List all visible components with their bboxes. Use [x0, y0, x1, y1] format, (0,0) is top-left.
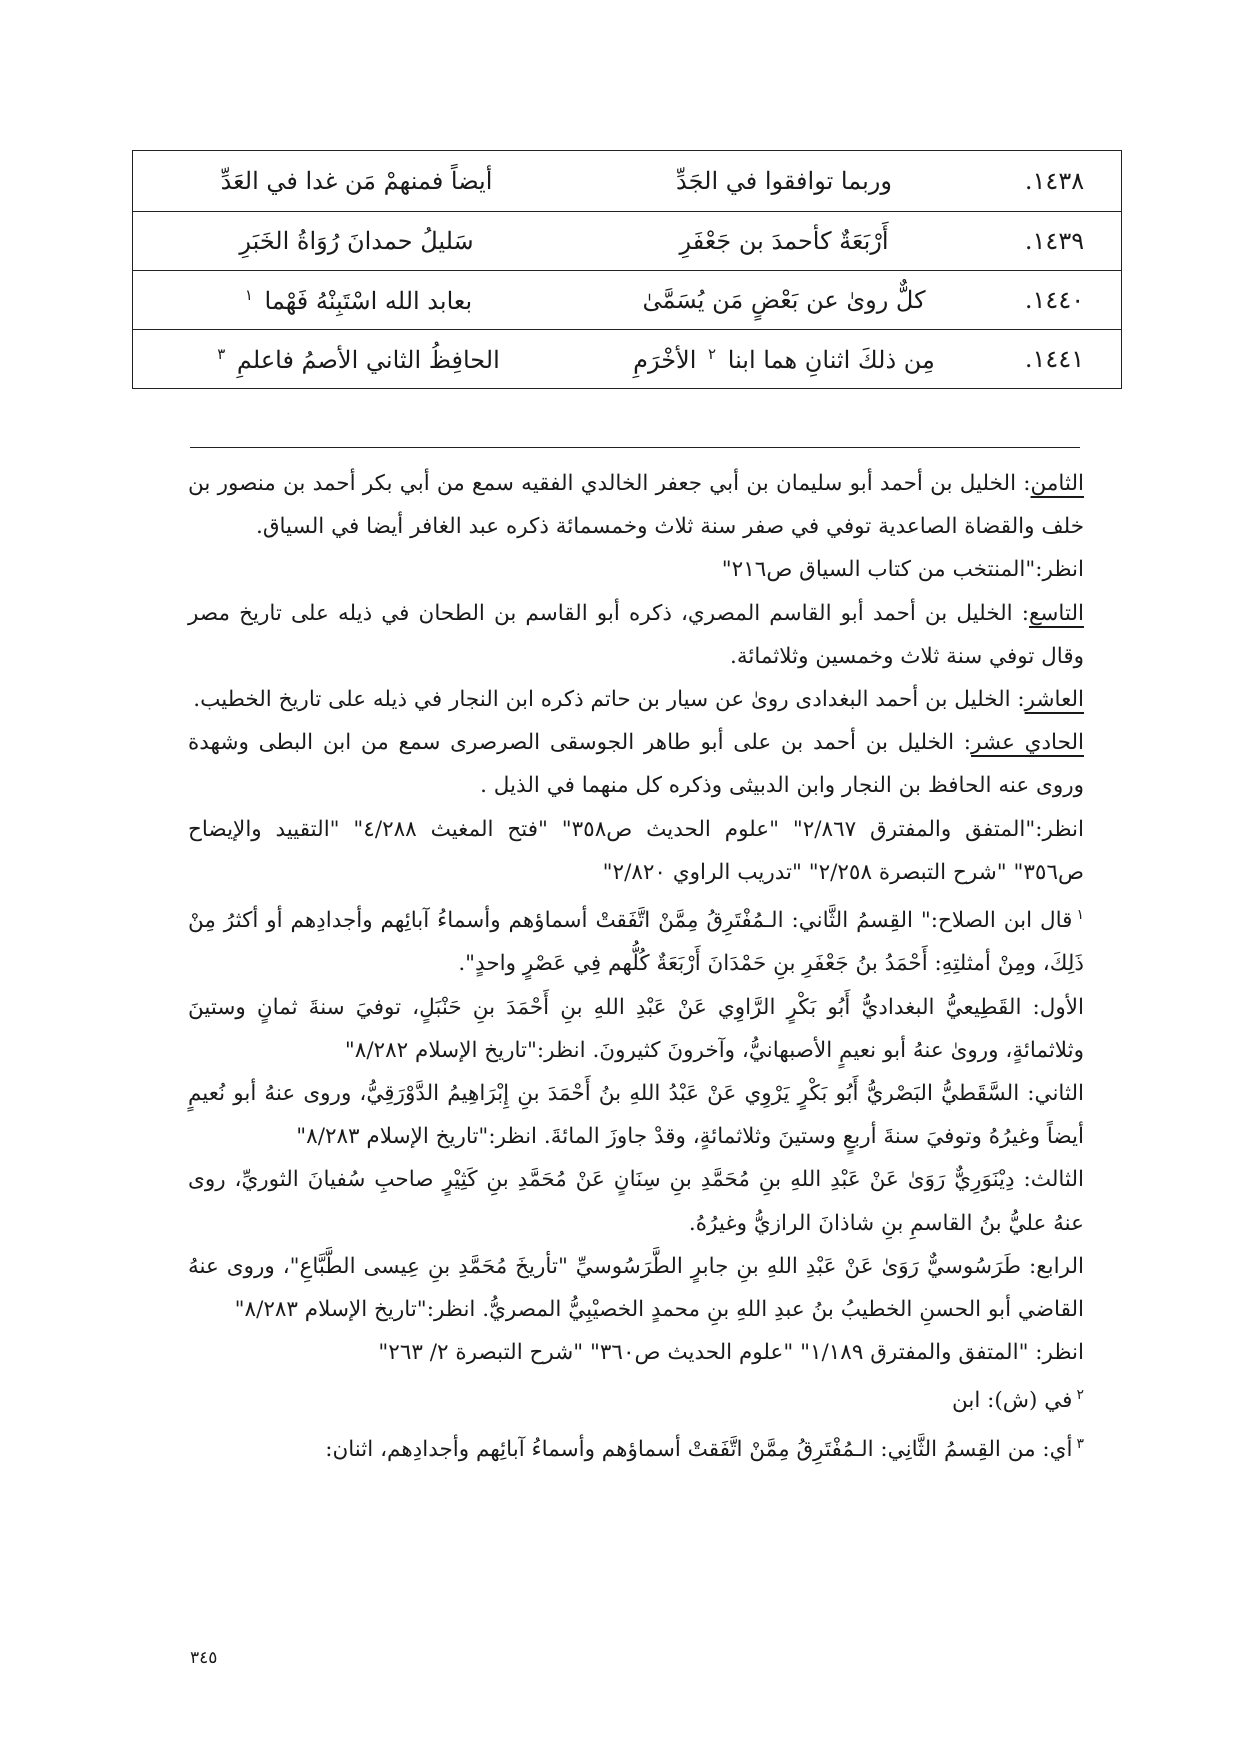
- note-text: : الخليل بن أحمد بن على أبو طاهر الجوسقى الصرصرى سمع من ابن البطى وشهدة وروى عنه الحافظ بن النجار وابن الدبيثى وذكره كل منهما في الذيل .: [188, 730, 1084, 799]
- footnote-reference: ٢: [708, 344, 717, 363]
- footnote-paragraph: الرابع: طَرَسُوسيٌّ رَوَىٰ عَنْ عَبْدِ اللهِ بنِ جابرٍ الطَّرَسُوسيِّ "تأريخَ مُحَمَّدِ بنِ عِيسى الطَّبَّاعِ"، وروى عنهُ القاضي أبو الحسنِ الخطيبُ بنُ عبدِ اللهِ بنِ محمدٍ الخصيْبِيُّ المصريُّ. انظر:"تاريخ الإسلام ٨/٢٨٣": [188, 1253, 1084, 1323]
- footnote-paragraph: الثاني: السَّقَطيُّ البَصْريُّ أَبُو بَكْرٍ يَرْوِي عَنْ عَبْدُ اللهِ بنُ أَحْمَدَ بنِ إِبْرَاهِيمُ الدَّوْرَقِيُّ، وروى عنهُ أبو نُعيمٍ أيضاً وغيرُهُ وتوفيَ سنةَ أربعٍ وستينَ وثلاثمائةٍ، وقدْ جاوزَ المائةَ. انظر:"تاريخ الإسلام ٨/٢٨٣": [188, 1081, 1084, 1150]
- footnote: [188, 894, 1084, 986]
- footnote-reference: ١: [244, 285, 253, 304]
- verse-first-hemistich: أَرْبَعَةٌ كأحمدَ بن جَعْفَرِ: [580, 212, 988, 271]
- note-label: العاشر: [1024, 687, 1084, 713]
- verse-table: [132, 150, 1122, 389]
- verse-first-hemistich: وربما توافقوا في الجَدِّ: [580, 151, 988, 212]
- footnote-reference: انظر: "المتفق والمفترق ١/١٨٩" "علوم الحديث ص٣٦٠" "شرح التبصرة ٢/ ٢٦٣": [378, 1340, 1084, 1366]
- note-label: الثامن: [1030, 471, 1084, 496]
- note-text: : الخليل بن أحمد أبو القاسم المصري، ذكره أبو القاسم بن الطحان في ذيله على تاريخ مصر وقال توفي سنة ثلاث وخمسين وثلاثمائة.: [188, 600, 1084, 669]
- footnote-marker: ١: [1076, 907, 1084, 924]
- verse-first-hemistich: كلٌّ روىٰ عن بَعْضٍ مَن يُسَمَّىٰ: [580, 271, 988, 330]
- note-reference: انظر:"المنتخب من كتاب السياق ص٢١٦": [721, 557, 1084, 583]
- note-label: التاسع: [1028, 600, 1084, 626]
- note-text: : الخليل بن أحمد أبو سليمان بن أبي جعفر الخالدي الفقيه سمع من أبي بكر أحمد بن منصور بن خلف والقضاة الصاعدية توفي في صفر سنة ثلاث وخمسمائة ذكره عبد الغافر أيضا في السياق.: [188, 471, 1084, 540]
- verse-row: [133, 330, 1122, 389]
- footnote-text: في (ش): ابن: [952, 1388, 1073, 1414]
- note-text: : الخليل بن أحمد البغدادى روىٰ عن سيار بن حاتم ذكره ابن النجار في ذيله على تاريخ الخطيب.: [193, 687, 1025, 713]
- note-paragraph: [188, 592, 1084, 678]
- footnote-text: قال ابن الصلاح:" القِسمُ الثَّاني: الـمُفْتَرِقُ مِمَّنْ اتَّفَقتْ أسماؤهم وأسماءُ آبائِهم وأجدادِهم أو أكثرُ مِنْ ذَلِكَ، ومِنْ أمثلتِهِ: أَحْمَدُ بنُ جَعْفَرِ بنِ حَمْدَانَ أَرْبَعَةٌ كُلُّهم فِي عَصْرٍ واحدٍ".: [188, 908, 1084, 977]
- verse-row: [133, 271, 1122, 330]
- footnote-marker: ٢: [1076, 1387, 1084, 1404]
- verse-text: بعابد الله اسْتَبِنْهُ فَهْما: [264, 286, 473, 315]
- footnote: [188, 1374, 1084, 1422]
- footnote-paragraph: الثالث: دِيْنَوَرِيٌّ رَوَىٰ عَنْ عَبْدِ اللهِ بنِ مُحَمَّدِ بنِ سِنَانٍ عَنْ مُحَمَّدِ بنِ كَثِيْرٍ صاحبِ سُفيانَ الثوريِّ، روى عنهُ عليُّ بنُ القاسمِ بنِ شاذانَ الرازيُّ وغيرُهُ.: [188, 1167, 1084, 1236]
- footnote-reference: ٣: [217, 344, 226, 363]
- verse-second-hemistich: [133, 271, 581, 330]
- note-label: الحادي عشر: [971, 730, 1085, 756]
- note-paragraph: [188, 721, 1084, 807]
- note-paragraph: [188, 462, 1084, 548]
- verse-second-hemistich: أيضاً فمنهمْ مَن غدا في العَدِّ: [133, 151, 581, 212]
- verse-row: [133, 151, 1122, 212]
- verse-text: مِن ذلكَ اثنانِ هما ابنا: [727, 345, 935, 374]
- verse-number: ١٤٤٠.: [988, 271, 1122, 330]
- footnote-separator: [190, 447, 1080, 448]
- verse-number: ١٤٣٩.: [988, 212, 1122, 271]
- verse-second-hemistich: [133, 330, 581, 389]
- page-number: ٣٤٥: [190, 1648, 218, 1668]
- verse-row: [133, 212, 1122, 271]
- footnote-paragraph: الأول: القَطِيعيُّ البغداديُّ أَبُو بَكْرٍ الرَّاوِي عَنْ عَبْدِ اللهِ بنِ أَحْمَدَ بنِ حَنْبَلٍ، توفيَ سنةَ ثمانٍ وستينَ وثلاثمائةٍ، وروىٰ عنهُ أبو نعيمٍ الأصبهانيُّ، وآخرونَ كثيرونَ. انظر:"تاريخ الإسلام ٨/٢٨٢": [188, 994, 1084, 1063]
- note-paragraph: [188, 678, 1084, 721]
- verse-number: ١٤٣٨.: [988, 151, 1122, 212]
- verse-first-hemistich: [580, 330, 988, 389]
- footnote-marker: ٣: [1076, 1435, 1084, 1452]
- verse-second-hemistich: سَليلُ حمدانَ رُوَاةُ الخَبَرِ: [133, 212, 581, 271]
- footnotes: [188, 462, 1084, 1471]
- note-reference: انظر:"المتفق والمفترق ٢/٨٦٧" "علوم الحديث ص٣٥٨" "فتح المغيث ٤/٢٨٨" "التقييد والإيضاح ص٣٥٦" "شرح التبصرة ٢/٢٥٨" "تدريب الراوي ٢/٨٢٠": [188, 816, 1084, 885]
- verse-number: ١٤٤١.: [988, 330, 1122, 389]
- footnote-text: أي: من القِسمُ الثَّانِي: الـمُفْتَرِقُ مِمَّنْ اتَّفَقتْ أسماؤهم وأسماءُ آبائِهم وأجدادِهم، اثنان:: [325, 1436, 1073, 1462]
- verse-text: الحافِظُ الثاني الأصمُ فاعلمِ: [236, 345, 500, 374]
- verse-text: الأخْرَمِ: [633, 345, 697, 374]
- footnote: [188, 1423, 1084, 1471]
